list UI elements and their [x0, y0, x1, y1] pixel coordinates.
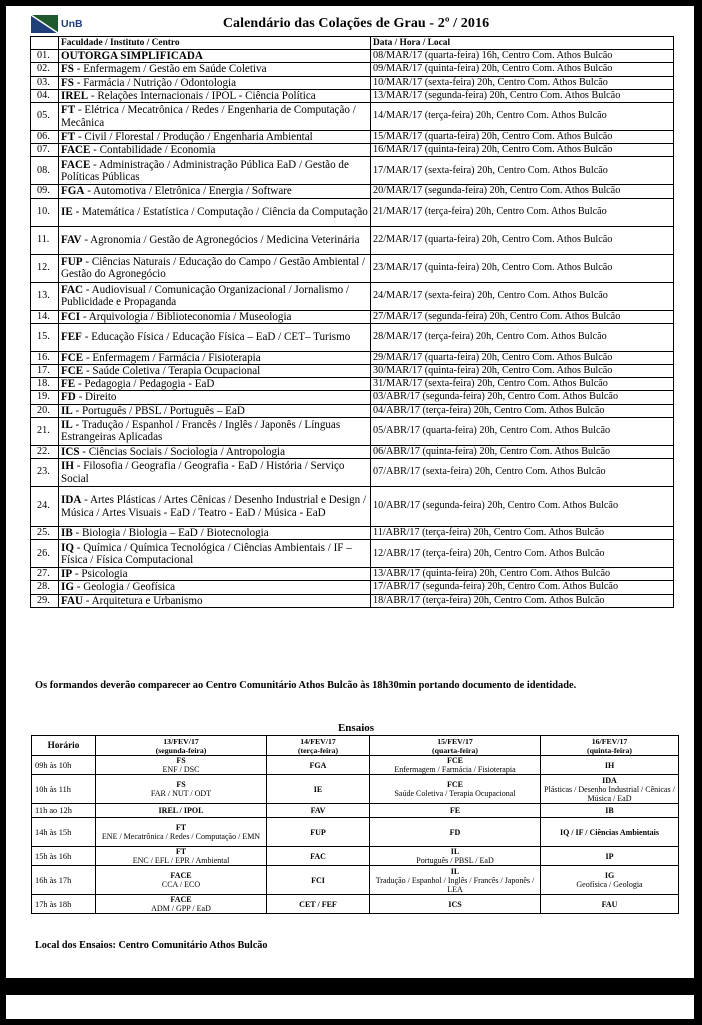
time-slot: 15h às 16h — [32, 847, 96, 866]
table-row — [31, 103, 674, 131]
rehearsal-code: FCE — [447, 780, 463, 789]
faculty-courses: - Audiovisual / Comunicação Organizacional / Jornalismo / Publicidade e Propaganda — [61, 283, 349, 309]
faculty-code: IL — [61, 419, 73, 432]
table-row — [31, 487, 674, 527]
faculty-code: FT — [61, 131, 76, 144]
faculty-courses: - Biologia / Biologia – EaD / Biotecnologia — [72, 527, 269, 540]
row-number: 29. — [31, 594, 59, 607]
faculty-code: FAV — [61, 234, 82, 247]
rehearsal-detail: ADM / GPP / EaD — [151, 904, 211, 913]
rehearsal-detail: Tradução / Espanhol / Inglês / Francês / Japonês / LEA — [375, 875, 535, 894]
date-cell: 30/MAR/17 (quinta-feira) 20h, Centro Com. Athos Bulcão — [371, 365, 674, 378]
date-cell: 16/MAR/17 (quinta-feira) 20h, Centro Com. Athos Bulcão — [371, 144, 674, 157]
rehearsal-code: IL — [450, 866, 460, 876]
rehearsal-cell — [267, 818, 370, 847]
rehearsal-row — [32, 847, 679, 866]
rehearsal-detail: Enfermagem / Farmácia / Fisioterapia — [394, 765, 516, 774]
date-cell: 22/MAR/17 (quarta-feira) 20h, Centro Com. Athos Bulcão — [371, 226, 674, 254]
row-number: 13. — [31, 282, 59, 310]
rehearsal-cell — [541, 866, 679, 895]
date-cell: 06/ABR/17 (quinta-feira) 20h, Centro Com. Athos Bulcão — [371, 445, 674, 458]
date-cell: 17/ABR/17 (segunda-feira) 20h, Centro Com. Athos Bulcão — [371, 581, 674, 594]
faculty-courses: - Psicologia — [72, 568, 128, 581]
faculty-code: FD — [61, 391, 76, 404]
faculty-code: FAU — [61, 594, 83, 607]
time-slot: 09h às 10h — [32, 756, 96, 775]
table-row — [31, 459, 674, 487]
faculty-courses: - Administração / Administração Pública EaD / Gestão de Políticas Públicas — [61, 158, 349, 183]
table-row — [31, 365, 674, 378]
faculty-code: FCI — [61, 310, 81, 323]
faculty-cell — [59, 445, 371, 458]
row-number: 10. — [31, 198, 59, 226]
row-number: 26. — [31, 540, 59, 568]
row-number: 06. — [31, 131, 59, 144]
rehearsal-cell — [96, 818, 267, 847]
date-cell: 12/ABR/17 (terça-feira) 20h, Centro Com. Athos Bulcão — [371, 540, 674, 568]
date-cell: 24/MAR/17 (sexta-feira) 20h, Centro Com. Athos Bulcão — [371, 282, 674, 310]
rehearsal-detail: Português / PBSL / EaD — [416, 856, 494, 865]
table-row — [31, 63, 674, 76]
number-column-header — [31, 37, 59, 50]
faculty-code: FACE — [61, 144, 91, 157]
date-cell: 13/MAR/17 (segunda-feira) 20h, Centro Com. Athos Bulcão — [371, 89, 674, 102]
rehearsal-location: Local dos Ensaios: Centro Comunitário Athos Bulcão — [35, 940, 268, 951]
faculty-cell — [59, 487, 371, 527]
rehearsal-code: IL — [450, 847, 460, 856]
row-number: 19. — [31, 391, 59, 404]
day-weekday: (segunda-feira) — [155, 745, 207, 755]
faculty-code: IG — [61, 581, 74, 594]
faculty-courses: - Geologia / Geofísica — [73, 581, 175, 594]
row-number: 12. — [31, 254, 59, 282]
faculty-code: IB — [61, 527, 73, 540]
rehearsal-day-header — [541, 736, 679, 756]
faculty-cell — [59, 417, 371, 445]
page-title: Calendário das Colações de Grau - 2º / 2016 — [222, 16, 490, 31]
table-row — [31, 404, 674, 417]
rehearsal-day-header — [370, 736, 541, 756]
row-number: 23. — [31, 459, 59, 487]
rehearsal-code: FGA — [309, 760, 327, 770]
date-cell: 18/ABR/17 (terça-feira) 20h, Centro Com. Athos Bulcão — [371, 594, 674, 607]
rehearsal-code: FACE — [170, 871, 192, 880]
row-number: 07. — [31, 144, 59, 157]
faculty-cell — [59, 323, 371, 351]
table-row — [31, 144, 674, 157]
rehearsal-code: FACE — [170, 895, 192, 904]
attendance-note: Os formandos deverão comparecer ao Centro Comunitário Athos Bulcão às 18h30min portando documento de identidade. — [35, 680, 577, 691]
date-cell: 08/MAR/17 (quarta-feira) 16h, Centro Com. Athos Bulcão — [371, 50, 674, 63]
faculty-courses: - Ciências Sociais / Sociologia / Antropologia — [79, 445, 286, 458]
faculty-courses: - Ciências Naturais / Educação do Campo / Gestão Ambiental / Gestão do Agronegócio — [61, 255, 366, 281]
time-slot: 14h às 15h — [32, 818, 96, 847]
rehearsal-title: Ensaios — [337, 722, 375, 734]
rehearsal-cell — [96, 866, 267, 895]
table-row — [31, 76, 674, 89]
faculty-code: FE — [61, 378, 76, 391]
table-row — [31, 351, 674, 364]
table-header-row — [31, 37, 674, 50]
faculty-code: FCE — [61, 351, 84, 364]
horario-header: Horário — [32, 736, 96, 756]
table-row — [31, 417, 674, 445]
table-row — [31, 568, 674, 581]
time-slot: 11h ao 12h — [32, 804, 96, 818]
rehearsal-code: FD — [449, 827, 461, 837]
date-cell: 10/MAR/17 (sexta-feira) 20h, Centro Com. Athos Bulcão — [371, 76, 674, 89]
faculty-code: FS — [61, 63, 74, 76]
rehearsal-code: FAV — [310, 806, 326, 815]
faculty-courses: - Química / Química Tecnológica / Ciências Ambientais / IF – Física / Física Computacional — [61, 541, 352, 566]
row-number: 16. — [31, 351, 59, 364]
time-slot: 17h às 18h — [32, 895, 96, 914]
row-number: 14. — [31, 310, 59, 323]
table-row — [31, 89, 674, 102]
rehearsal-cell — [370, 775, 541, 804]
row-number: 27. — [31, 568, 59, 581]
date-cell: 13/ABR/17 (quinta-feira) 20h, Centro Com. Athos Bulcão — [371, 568, 674, 581]
rehearsal-row — [32, 866, 679, 895]
faculty-cell — [59, 198, 371, 226]
row-number: 18. — [31, 378, 59, 391]
faculty-cell — [59, 351, 371, 364]
faculty-courses: - Tradução / Espanhol / Francês / Inglês / Japonês / Línguas Estrangeiras Aplicadas — [61, 419, 341, 444]
faculty-code: IH — [61, 460, 74, 473]
rehearsal-cell — [370, 804, 541, 818]
faculty-cell — [59, 103, 371, 131]
faculty-cell — [59, 310, 371, 323]
rehearsal-code: IH — [604, 760, 615, 770]
faculty-code: IREL — [61, 89, 89, 102]
date-cell: 27/MAR/17 (segunda-feira) 20h, Centro Com. Athos Bulcão — [371, 310, 674, 323]
rehearsal-detail: Geofísica / Geologia — [576, 880, 643, 889]
rehearsal-cell — [370, 847, 541, 866]
day-date: 16/FEV/17 — [591, 736, 628, 746]
faculty-courses: - Arquivologia / Biblioteconomia / Museologia — [80, 310, 292, 323]
rehearsal-cell — [267, 895, 370, 914]
date-cell: 11/ABR/17 (terça-feira) 20h, Centro Com. Athos Bulcão — [371, 527, 674, 540]
rehearsal-cell — [96, 895, 267, 914]
faculty-courses: - Automotiva / Eletrônica / Energia / Software — [84, 185, 292, 198]
date-cell: 21/MAR/17 (terça-feira) 20h, Centro Com. Athos Bulcão — [371, 198, 674, 226]
rehearsal-detail: CCA / ECO — [161, 880, 201, 889]
faculty-cell — [59, 226, 371, 254]
rehearsal-code: FCI — [311, 875, 325, 885]
rehearsal-code: CET / FEF — [299, 899, 337, 909]
rehearsal-day-header — [267, 736, 370, 756]
faculty-code: IP — [61, 568, 73, 581]
rehearsal-detail: ENC / EFL / EPR / Ambiental — [132, 856, 230, 865]
faculty-cell — [59, 144, 371, 157]
faculty-code: OUTORGA SIMPLIFICADA — [61, 50, 203, 63]
row-number: 15. — [31, 323, 59, 351]
row-number: 05. — [31, 103, 59, 131]
rehearsal-cell — [370, 818, 541, 847]
faculty-cell — [59, 131, 371, 144]
day-weekday: (terça-feira) — [297, 745, 339, 755]
rehearsal-cell — [96, 775, 267, 804]
faculty-courses: - Filosofia / Geografia / Geografia - EaD / História / Serviço Social — [61, 460, 345, 485]
faculty-courses: - Civil / Florestal / Produção / Engenharia Ambiental — [75, 131, 313, 144]
time-slot: 16h às 17h — [32, 866, 96, 895]
rehearsal-code: FS — [176, 780, 186, 789]
rehearsal-row — [32, 818, 679, 847]
faculty-cell — [59, 365, 371, 378]
faculty-courses: - Contabilidade / Economia — [90, 144, 216, 157]
rehearsal-cell — [370, 895, 541, 914]
rehearsal-code: FT — [175, 847, 187, 856]
day-weekday: (quinta-feira) — [586, 745, 633, 755]
faculty-courses: - Agronomia / Gestão de Agronegócios / Medicina Veterinária — [81, 234, 360, 247]
faculty-courses: - Elétrica / Mecatrônica / Redes / Engenharia de Computação / Mecânica — [61, 104, 356, 129]
rehearsal-detail: FAR / NUT / ODT — [150, 789, 212, 798]
faculty-code: ICS — [61, 445, 80, 458]
rehearsal-row — [32, 895, 679, 914]
row-number: 28. — [31, 581, 59, 594]
rehearsal-cell — [96, 847, 267, 866]
day-weekday: (quarta-feira) — [432, 745, 478, 755]
faculty-cell — [59, 185, 371, 198]
table-row — [31, 282, 674, 310]
graduation-table-body — [31, 50, 674, 608]
faculty-courses: - Educação Física / Educação Física – EaD / CET– Turismo — [81, 331, 351, 344]
row-number: 09. — [31, 185, 59, 198]
rehearsal-code: FT — [175, 823, 187, 832]
faculty-courses: - Relações Internacionais / IPOL - Ciência Política — [88, 89, 316, 102]
document-page — [6, 6, 694, 978]
day-date: 15/FEV/17 — [437, 736, 473, 746]
faculty-courses: - Artes Plásticas / Artes Cênicas / Desenho Industrial e Design / Música / Artes Visuais - EaD / Teatro - EaD / Música - EaD — [61, 494, 367, 519]
rehearsal-cell — [541, 847, 679, 866]
faculty-cell — [59, 581, 371, 594]
rehearsal-code: FAC — [310, 851, 326, 861]
date-cell: 17/MAR/17 (sexta-feira) 20h, Centro Com. Athos Bulcão — [371, 157, 674, 185]
rehearsal-cell — [541, 756, 679, 775]
rehearsal-code: IQ / IF / Ciências Ambientais — [559, 827, 660, 837]
faculty-courses: - Português / PBSL / Português – EaD — [72, 404, 245, 417]
rehearsal-code: IDA — [602, 775, 617, 785]
rehearsal-code: FAU — [601, 899, 618, 909]
date-cell: 07/ABR/17 (sexta-feira) 20h, Centro Com. Athos Bulcão — [371, 459, 674, 487]
rehearsal-code: FCE — [447, 756, 463, 765]
faculty-code: FUP — [61, 255, 83, 268]
rehearsal-cell — [541, 818, 679, 847]
faculty-courses: - Pedagogia / Pedagogia - EaD — [75, 378, 215, 391]
rehearsal-cell — [267, 775, 370, 804]
faculty-courses: - Enfermagem / Farmácia / Fisioterapia — [83, 351, 261, 364]
faculty-cell — [59, 568, 371, 581]
date-cell: 03/ABR/17 (segunda-feira) 20h, Centro Com. Athos Bulcão — [371, 391, 674, 404]
faculty-code: FCE — [61, 365, 84, 378]
rehearsal-cell — [267, 866, 370, 895]
row-number: 04. — [31, 89, 59, 102]
rehearsal-code: ICS — [448, 899, 462, 909]
faculty-code: IE — [61, 206, 73, 219]
rehearsal-code: IB — [605, 806, 614, 815]
row-number: 20. — [31, 404, 59, 417]
faculty-courses: - Arquitetura e Urbanismo — [82, 594, 203, 607]
faculty-code: FS — [61, 76, 74, 89]
table-row — [31, 185, 674, 198]
date-cell: 09/MAR/17 (quinta-feira) 20h, Centro Com. Athos Bulcão — [371, 63, 674, 76]
row-number: 08. — [31, 157, 59, 185]
rehearsal-detail: Plásticas / Desenho Industrial / Cênicas / Música / EaD — [544, 784, 675, 803]
faculty-code: FACE — [61, 158, 91, 171]
faculty-cell — [59, 391, 371, 404]
table-row — [31, 581, 674, 594]
date-cell: 29/MAR/17 (quarta-feira) 20h, Centro Com. Athos Bulcão — [371, 351, 674, 364]
date-cell: 31/MAR/17 (sexta-feira) 20h, Centro Com. Athos Bulcão — [371, 378, 674, 391]
faculty-cell — [59, 378, 371, 391]
row-number: 25. — [31, 527, 59, 540]
faculty-code: FEF — [61, 331, 82, 344]
table-row — [31, 594, 674, 607]
rehearsal-cell — [541, 804, 679, 818]
rehearsal-cell — [541, 895, 679, 914]
row-number: 22. — [31, 445, 59, 458]
rehearsal-detail: ENE / Mecatrônica / Redes / Computação / EMN — [101, 832, 261, 841]
rehearsal-cell — [370, 866, 541, 895]
rehearsal-cell — [267, 847, 370, 866]
date-column-header: Data / Hora / Local — [371, 37, 674, 50]
rehearsal-day-header — [96, 736, 267, 756]
faculty-cell — [59, 282, 371, 310]
table-row — [31, 310, 674, 323]
rehearsal-code: FS — [176, 756, 186, 765]
rehearsal-table — [31, 735, 679, 914]
date-cell: 14/MAR/17 (terça-feira) 20h, Centro Com. Athos Bulcão — [371, 103, 674, 131]
faculty-cell — [59, 540, 371, 568]
rehearsal-detail: Saúde Coletiva / Terapia Ocupacional — [394, 789, 516, 798]
faculty-column-header: Faculdade / Instituto / Centro — [59, 37, 371, 50]
row-number: 17. — [31, 365, 59, 378]
logo-text: UnB — [61, 18, 83, 30]
row-number: 03. — [31, 76, 59, 89]
faculty-courses: - Saúde Coletiva / Terapia Ocupacional — [83, 365, 261, 378]
faculty-cell — [59, 89, 371, 102]
rehearsal-code: IG — [604, 871, 615, 880]
row-number: 11. — [31, 226, 59, 254]
next-page-strip — [6, 995, 694, 1019]
time-slot: 10h às 11h — [32, 775, 96, 804]
rehearsal-header-row — [32, 736, 679, 756]
rehearsal-code: FUP — [310, 827, 326, 837]
table-row — [31, 198, 674, 226]
faculty-cell — [59, 404, 371, 417]
rehearsal-code: IE — [313, 784, 323, 794]
day-date: 13/FEV/17 — [163, 736, 199, 746]
date-cell: 04/ABR/17 (terça-feira) 20h, Centro Com. Athos Bulcão — [371, 404, 674, 417]
table-row — [31, 527, 674, 540]
rehearsal-row — [32, 804, 679, 818]
table-row — [31, 445, 674, 458]
table-row — [31, 378, 674, 391]
rehearsal-cell — [370, 756, 541, 775]
faculty-courses: - Enfermagem / Gestão em Saúde Coletiva — [73, 63, 267, 76]
rehearsal-detail: ENF / DSC — [162, 765, 200, 774]
table-row — [31, 540, 674, 568]
rehearsal-cell — [267, 756, 370, 775]
faculty-cell — [59, 527, 371, 540]
graduation-table — [30, 36, 674, 608]
rehearsal-cell — [96, 804, 267, 818]
faculty-cell — [59, 594, 371, 607]
faculty-courses: - Direito — [75, 391, 117, 404]
faculty-code: IQ — [61, 541, 74, 554]
row-number: 01. — [31, 50, 59, 63]
table-row — [31, 157, 674, 185]
rehearsal-code: IREL / IPOL — [158, 806, 204, 815]
table-row — [31, 254, 674, 282]
faculty-code: IDA — [61, 494, 82, 507]
faculty-cell — [59, 76, 371, 89]
row-number: 24. — [31, 487, 59, 527]
day-date: 14/FEV/17 — [300, 736, 336, 746]
table-row — [31, 131, 674, 144]
date-cell: 28/MAR/17 (terça-feira) 20h, Centro Com. Athos Bulcão — [371, 323, 674, 351]
date-cell: 23/MAR/17 (quinta-feira) 20h, Centro Com. Athos Bulcão — [371, 254, 674, 282]
table-row — [31, 391, 674, 404]
row-number: 21. — [31, 417, 59, 445]
faculty-code: FGA — [61, 185, 85, 198]
faculty-cell — [59, 254, 371, 282]
rehearsal-cell — [267, 804, 370, 818]
faculty-courses: - Matemática / Estatística / Computação / Ciência da Computação — [72, 206, 368, 219]
faculty-code: FAC — [61, 283, 83, 296]
faculty-cell — [59, 63, 371, 76]
rehearsal-row — [32, 756, 679, 775]
rehearsal-table-body — [32, 756, 679, 914]
faculty-code: IL — [61, 404, 73, 417]
rehearsal-cell — [96, 756, 267, 775]
row-number: 02. — [31, 63, 59, 76]
table-row — [31, 50, 674, 63]
rehearsal-cell — [541, 775, 679, 804]
rehearsal-row — [32, 775, 679, 804]
table-row — [31, 226, 674, 254]
rehearsal-code: FE — [449, 806, 461, 815]
date-cell: 10/ABR/17 (segunda-feira) 20h, Centro Com. Athos Bulcão — [371, 487, 674, 527]
faculty-courses: - Farmácia / Nutrição / Odontologia — [73, 76, 236, 89]
rehearsal-code: IP — [605, 851, 614, 861]
faculty-cell — [59, 157, 371, 185]
faculty-cell — [59, 459, 371, 487]
table-row — [31, 323, 674, 351]
date-cell: 05/ABR/17 (quarta-feira) 20h, Centro Com. Athos Bulcão — [371, 417, 674, 445]
date-cell: 15/MAR/17 (quarta-feira) 20h, Centro Com. Athos Bulcão — [371, 131, 674, 144]
faculty-cell — [59, 50, 371, 63]
faculty-code: FT — [61, 104, 76, 117]
date-cell: 20/MAR/17 (segunda-feira) 20h, Centro Com. Athos Bulcão — [371, 185, 674, 198]
